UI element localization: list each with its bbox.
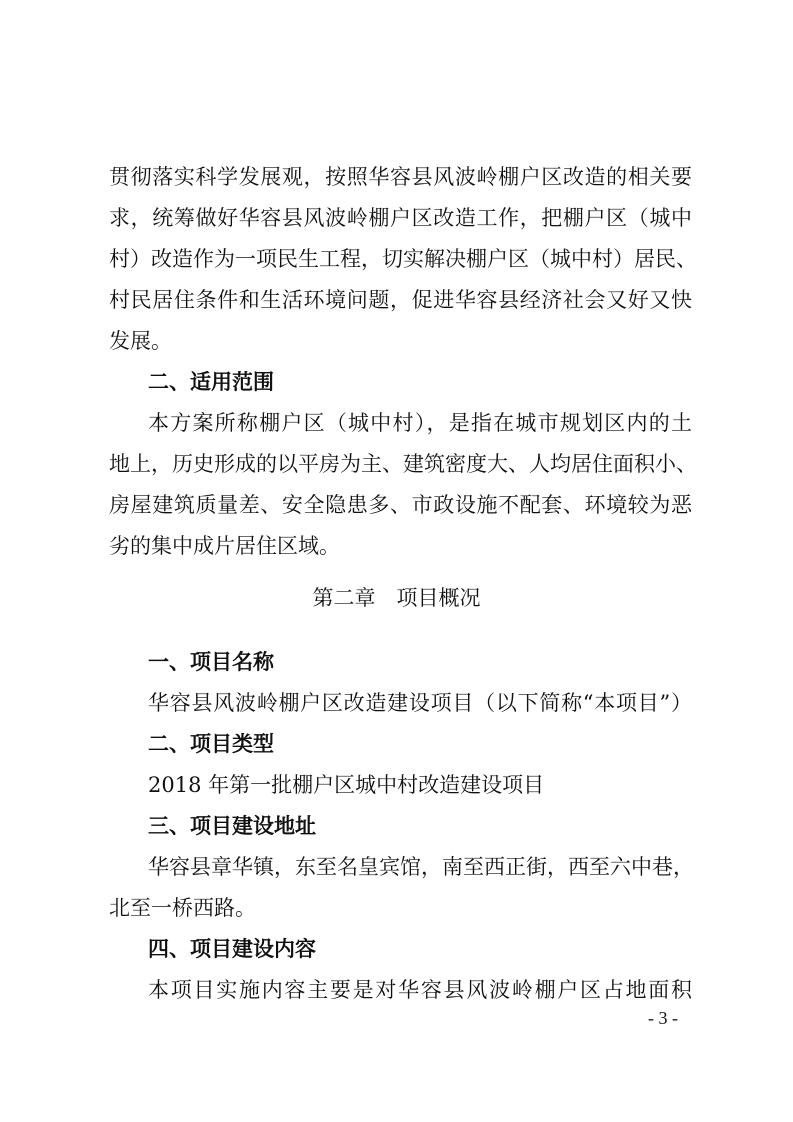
paragraph-line: 本方案所称棚户区（城中村），是指在城市规划区内的土 — [148, 411, 692, 435]
paragraph-line: 地上，历史形成的以平房为主、建筑密度大、人均居住面积小、 — [109, 452, 697, 476]
project-address-line: 北至一桥西路。 — [109, 896, 256, 920]
paragraph-line: 房屋建筑质量差、安全隐患多、市政设施不配套、环境较为恶 — [109, 493, 692, 517]
section-heading-project-address: 三、项目建设地址 — [148, 814, 316, 838]
paragraph-line: 村民居住条件和生活环境问题，促进华容县经济社会又好又快 — [109, 288, 692, 312]
section-heading-project-name: 一、项目名称 — [148, 650, 274, 674]
section-heading-scope: 二、适用范围 — [148, 370, 274, 394]
section-heading-project-type: 二、项目类型 — [148, 732, 274, 756]
paragraph-line: 村）改造作为一项民生工程，切实解决棚户区（城中村）居民、 — [109, 247, 697, 271]
project-address-line: 华容县章华镇，东至名皇宾馆，南至西正街，西至六中巷， — [148, 855, 694, 879]
paragraph-line: 发展。 — [109, 329, 172, 353]
project-name-text: 华容县风波岭棚户区改造建设项目（以下简称“本项目”） — [148, 691, 692, 715]
paragraph-line: 劣的集中成片居住区域。 — [109, 534, 340, 558]
chapter-title: 第二章 项目概况 — [312, 586, 481, 610]
paragraph-line: 求，统筹做好华容县风波岭棚户区改造工作，把棚户区（城中 — [109, 206, 692, 230]
paragraph-line: 贯彻落实科学发展观，按照华容县风波岭棚户区改造的相关要 — [109, 165, 692, 189]
project-type-text: 2018 年第一批棚户区城中村改造建设项目 — [148, 773, 545, 797]
section-heading-project-content: 四、项目建设内容 — [148, 937, 316, 961]
project-content-text: 本项目实施内容主要是对华容县风波岭棚户区占地面积 — [148, 978, 692, 1002]
page-number: - 3 - — [648, 1008, 678, 1028]
